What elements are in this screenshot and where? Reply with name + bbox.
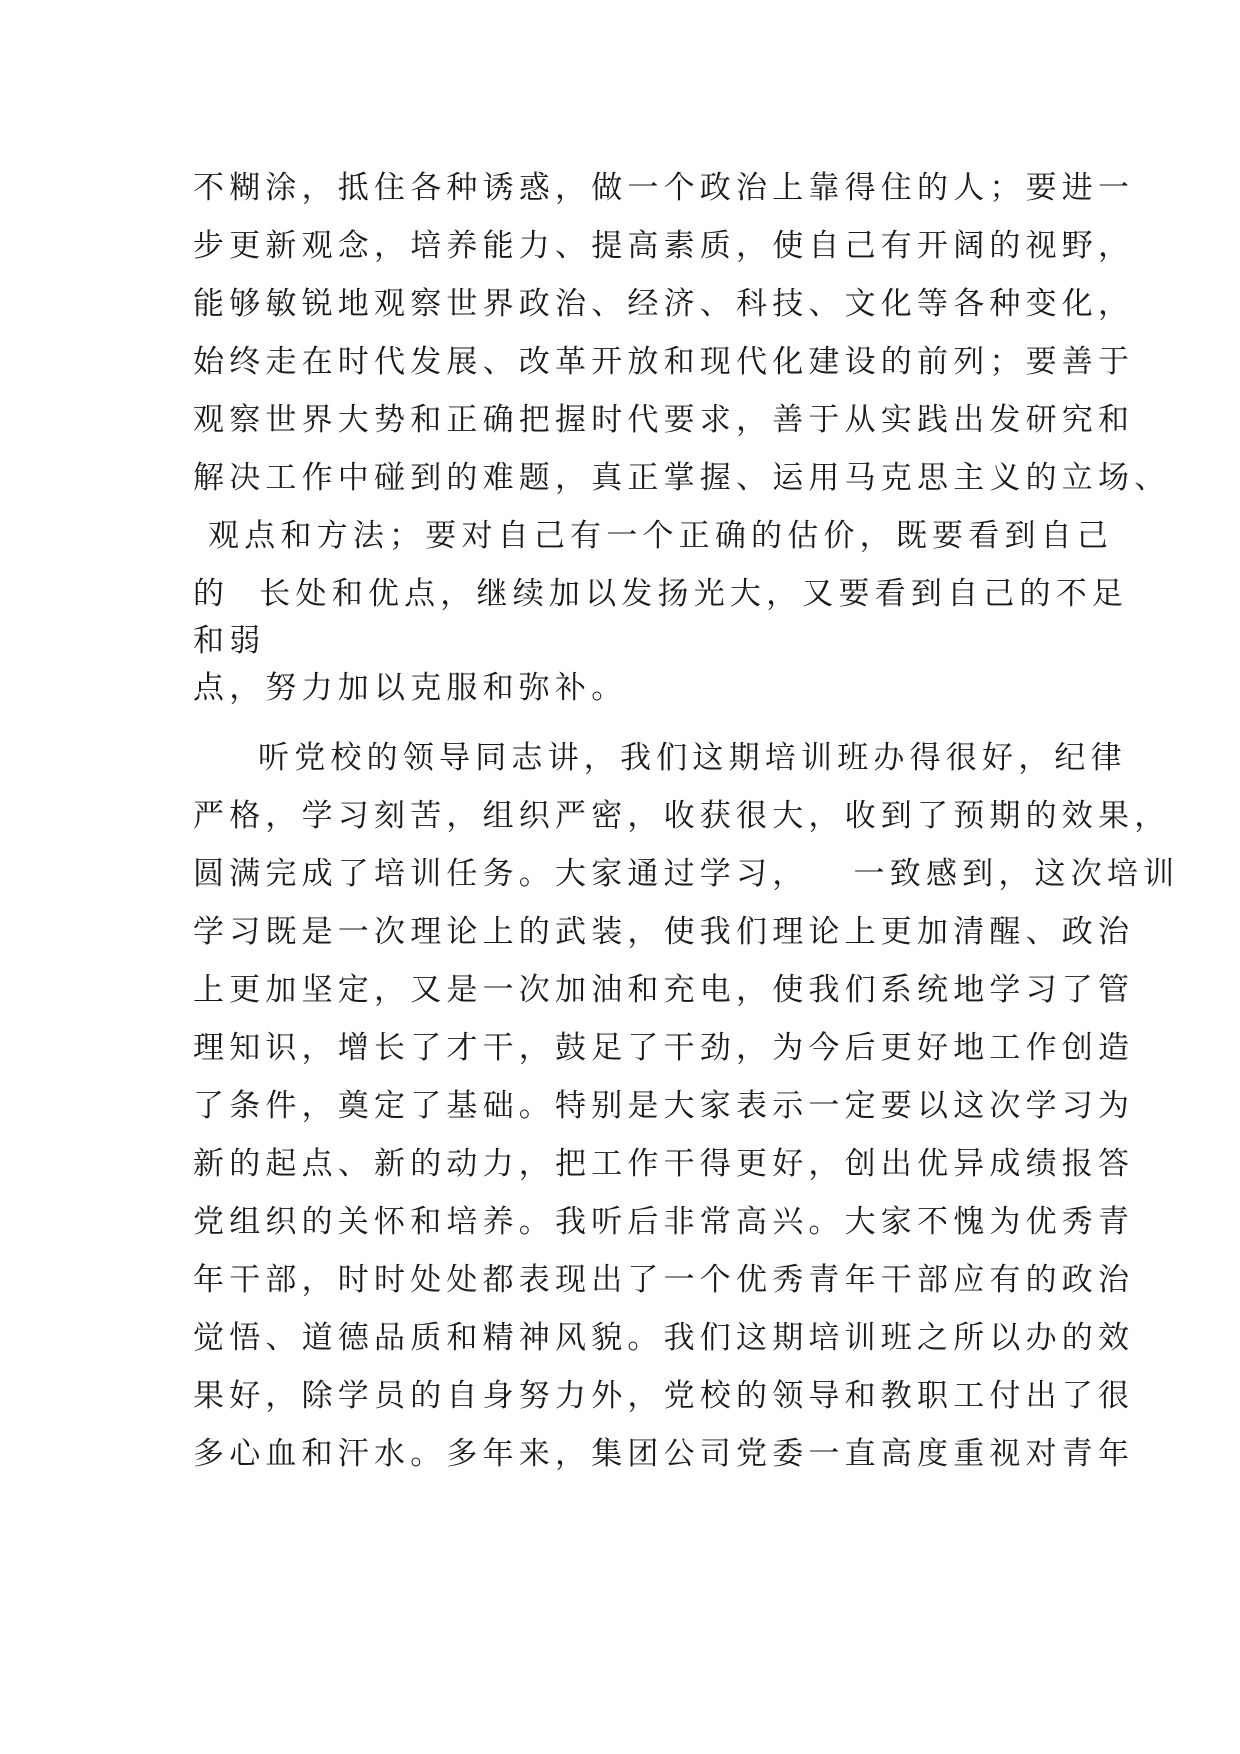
paragraph-2-line-8: 新的起点、新的动力，把工作干得更好，创出优异成绩报答 (193, 1146, 1135, 1182)
paragraph-1-line-5: 观察世界大势和正确把握时代要求，善于从实践出发研究和 (193, 402, 1135, 438)
paragraph-1-line-9: 和弱 (193, 623, 266, 659)
paragraph-1-line-2: 步更新观念，培养能力、提高素质，使自己有开阔的视野， (193, 228, 1135, 264)
paragraph-2-line-7: 了条件，奠定了基础。特别是大家表示一定要以这次学习为 (193, 1088, 1135, 1124)
paragraph-2-line-3: 圆满完成了培训任务。大家通过学习， 一致感到，这次培训 (193, 856, 1180, 892)
paragraph-2-line-5: 上更加坚定，又是一次加油和充电，使我们系统地学习了管 (193, 972, 1135, 1008)
paragraph-1-line-1: 不糊涂，抵住各种诱惑，做一个政治上靠得住的人；要进一 (193, 170, 1135, 206)
paragraph-2-line-6: 理知识，增长了才干，鼓足了干劲，为今后更好地工作创造 (193, 1030, 1135, 1066)
paragraph-2-line-9: 党组织的关怀和培养。我听后非常高兴。大家不愧为优秀青 (193, 1204, 1135, 1240)
paragraph-1-line-6: 解决工作中碰到的难题，真正掌握、运用马克思主义的立场、 (193, 460, 1171, 496)
paragraph-2-line-11: 觉悟、道德品质和精神风貌。我们这期培训班之所以办的效 (193, 1320, 1135, 1356)
paragraph-2-line-4: 学习既是一次理论上的武装，使我们理论上更加清醒、政治 (193, 914, 1135, 950)
paragraph-2-line-10: 年干部，时时处处都表现出了一个优秀青年干部应有的政治 (193, 1262, 1135, 1298)
paragraph-1-line-4: 始终走在时代发展、改革开放和现代化建设的前列；要善于 (193, 344, 1135, 380)
paragraph-2-line-12: 果好，除学员的自身努力外，党校的领导和教职工付出了很 (193, 1378, 1135, 1414)
paragraph-2-line-13: 多心血和汗水。多年来，集团公司党委一直高度重视对青年 (193, 1436, 1135, 1472)
paragraph-2-line-1: 听党校的领导同志讲，我们这期培训班办得很好，纪律 (258, 740, 1127, 776)
paragraph-1-line-10: 点，努力加以克服和弥补。 (193, 670, 628, 706)
paragraph-2-line-2: 严格，学习刻苦，组织严密，收获很大，收到了预期的效果， (193, 798, 1171, 834)
paragraph-1-line-8: 的 长处和优点，继续加以发扬光大，又要看到自己的不足 (193, 576, 1129, 612)
paragraph-1-line-7: 观点和方法；要对自己有一个正确的估价，既要看到自己 (193, 518, 1114, 554)
paragraph-1-line-3: 能够敏锐地观察世界政治、经济、科技、文化等各种变化， (193, 286, 1135, 322)
